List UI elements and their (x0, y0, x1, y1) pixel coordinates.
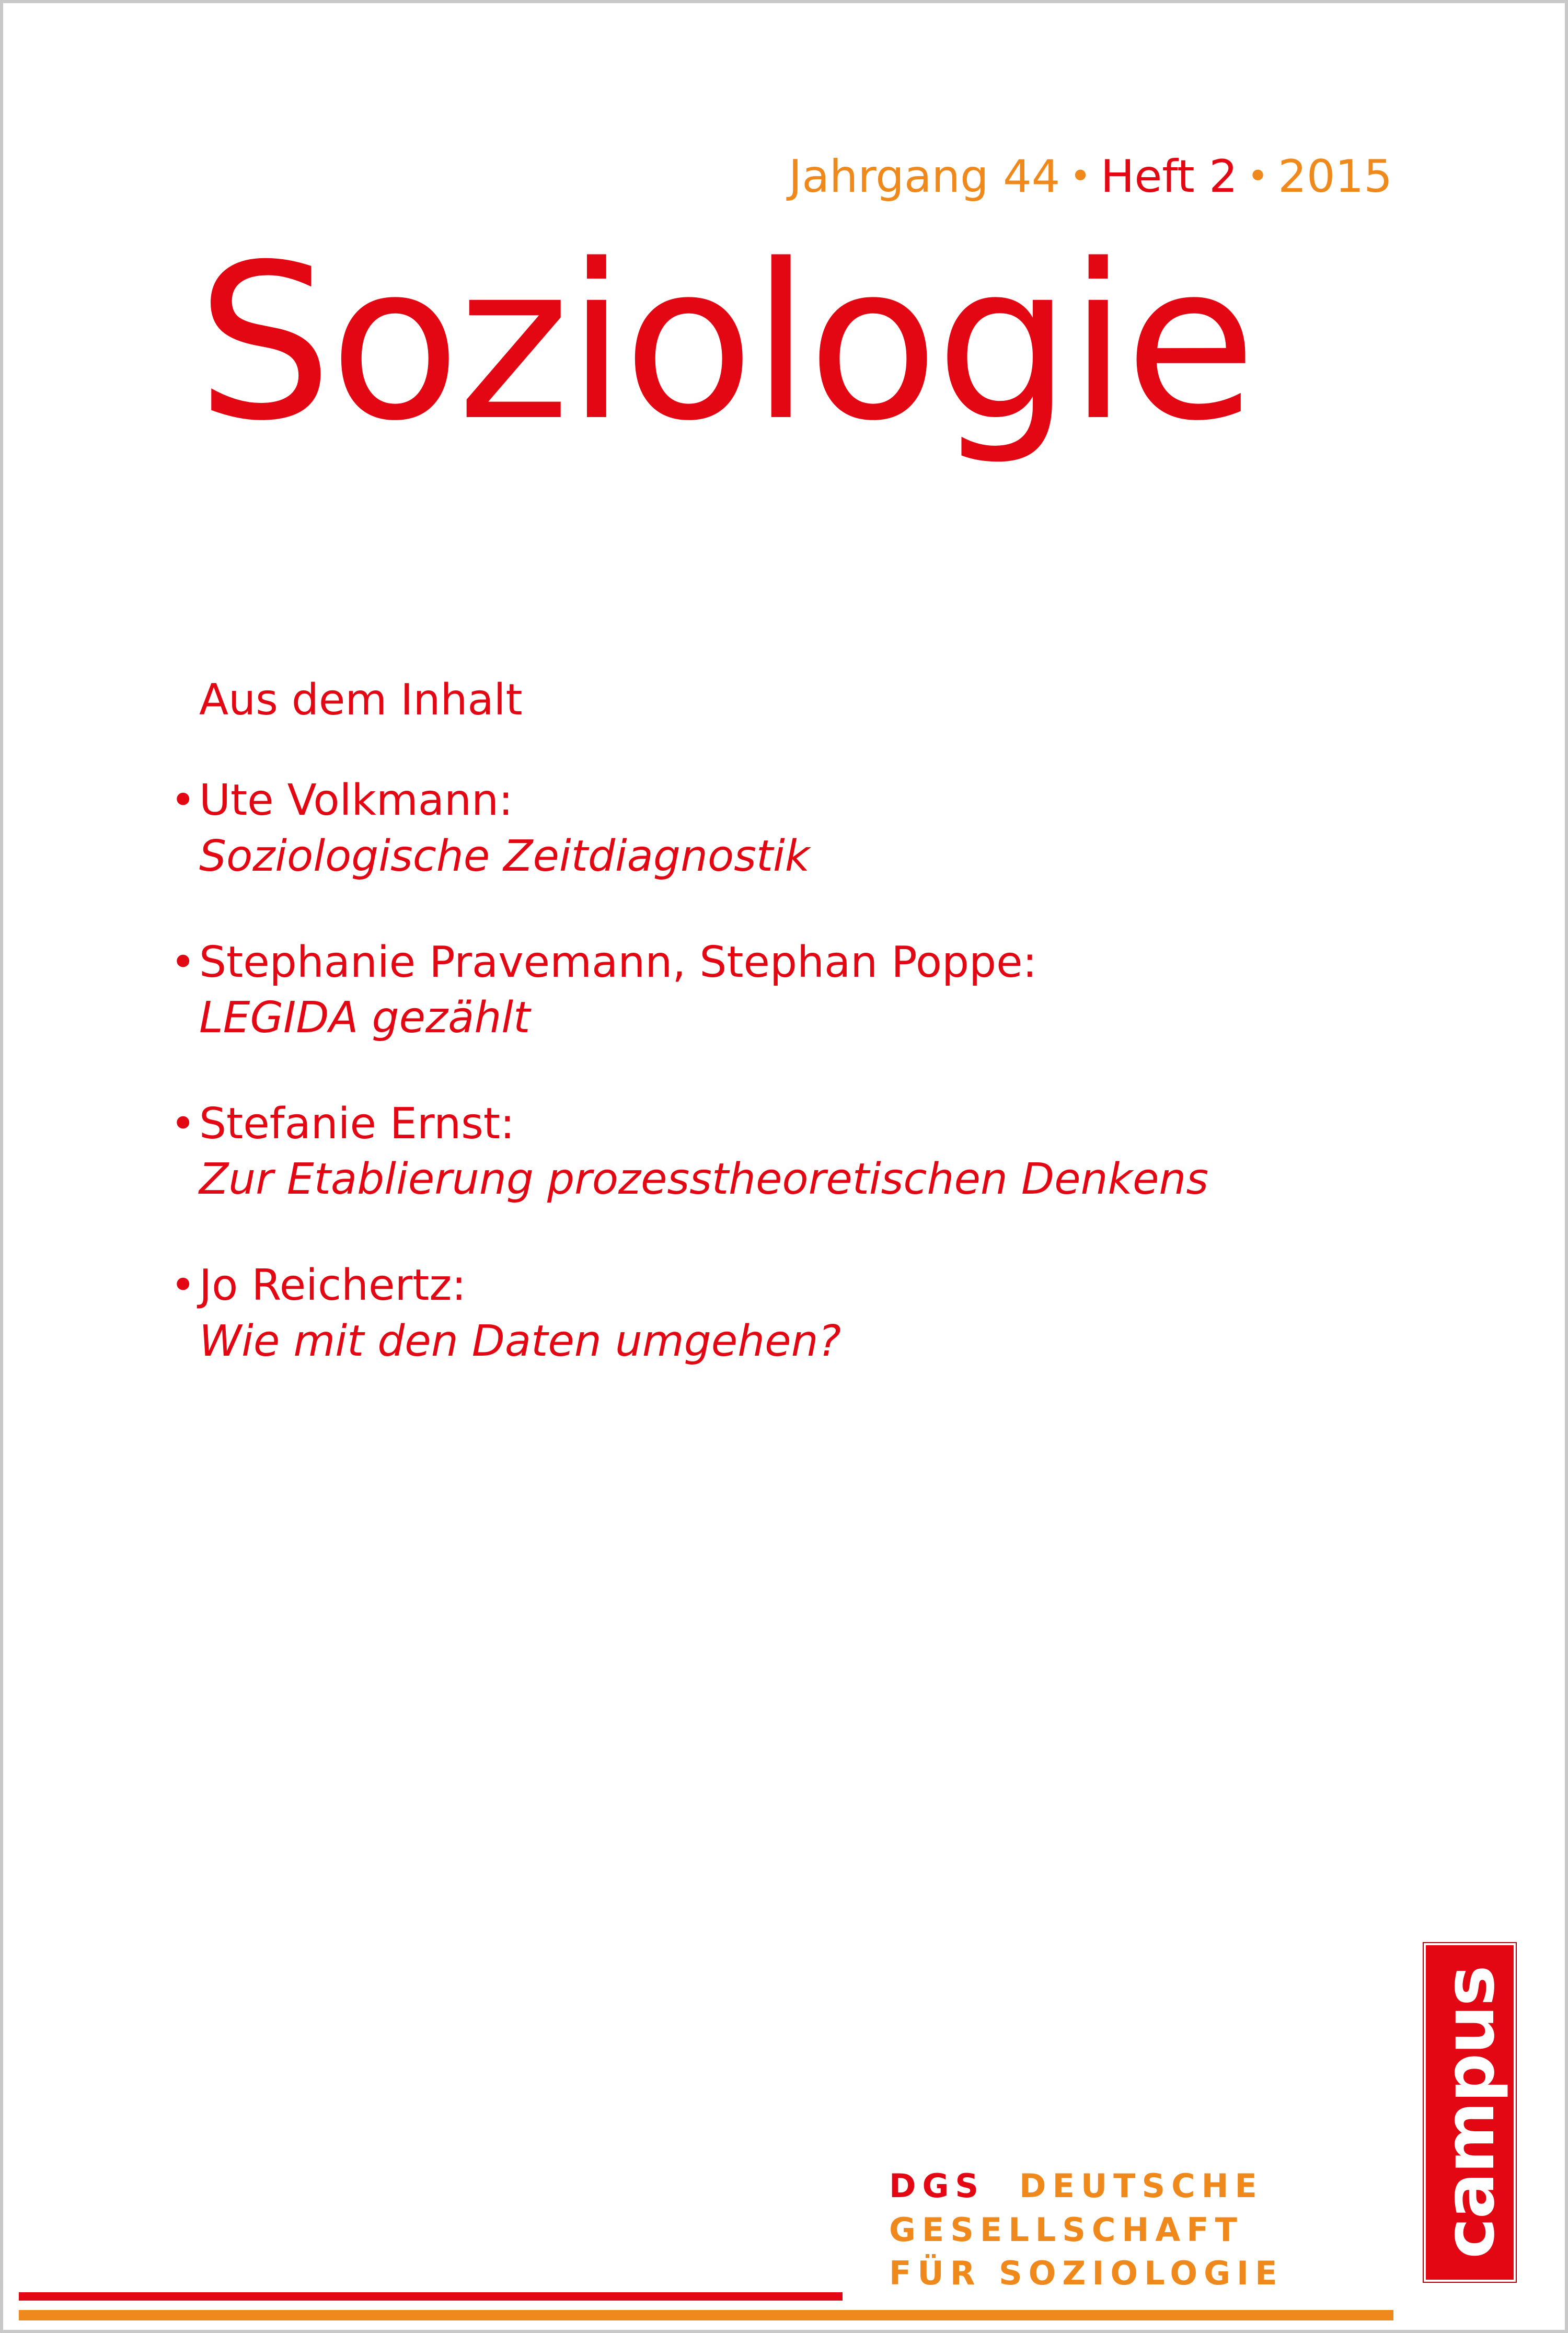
table-of-contents (170, 675, 1454, 1419)
list-item (170, 1258, 1454, 1369)
list-item (170, 1096, 1454, 1208)
society-logo (889, 2164, 1283, 2295)
article-title: Soziologische Zeitdiagnostik (199, 831, 810, 881)
journal-title: Soziologie (197, 218, 1254, 468)
article-title: Zur Etablierung prozesstheoretischen Denkens (199, 1154, 1209, 1205)
article-author: Ute Volkmann: (199, 776, 513, 826)
issue-label: Heft 2 (1100, 151, 1238, 203)
article-author: Stefanie Ernst: (199, 1099, 515, 1149)
list-item (170, 773, 1454, 884)
decorative-orange-bar (19, 2310, 1393, 2320)
article-author: Stephanie Pravemann, Stephan Poppe: (199, 937, 1037, 987)
article-title: LEGIDA gezählt (199, 993, 531, 1043)
volume-label: Jahrgang 44 (788, 151, 1060, 203)
decorative-red-bar (19, 2292, 843, 2301)
society-line-2: GESELLSCHAFT (889, 2210, 1243, 2249)
separator: • (1247, 155, 1269, 198)
society-line-3: FÜR SOZIOLOGIE (889, 2254, 1284, 2293)
bullet: • (170, 1260, 196, 1310)
separator: • (1069, 155, 1091, 198)
publisher-name: campus (1429, 1966, 1510, 2259)
bullet: • (170, 776, 196, 826)
society-line-1: DEUTSCHE (1019, 2167, 1263, 2205)
list-item (170, 935, 1454, 1046)
contents-heading: Aus dem Inhalt (199, 675, 523, 725)
society-abbreviation: DGS (889, 2167, 985, 2205)
year-label: 2015 (1278, 151, 1392, 203)
issue-info (789, 151, 1392, 203)
campus-logo (1424, 1943, 1516, 2282)
article-title: Wie mit den Daten umgehen? (199, 1316, 841, 1366)
article-author: Jo Reichertz: (199, 1260, 466, 1310)
bullet: • (170, 937, 196, 987)
bullet: • (170, 1099, 196, 1149)
